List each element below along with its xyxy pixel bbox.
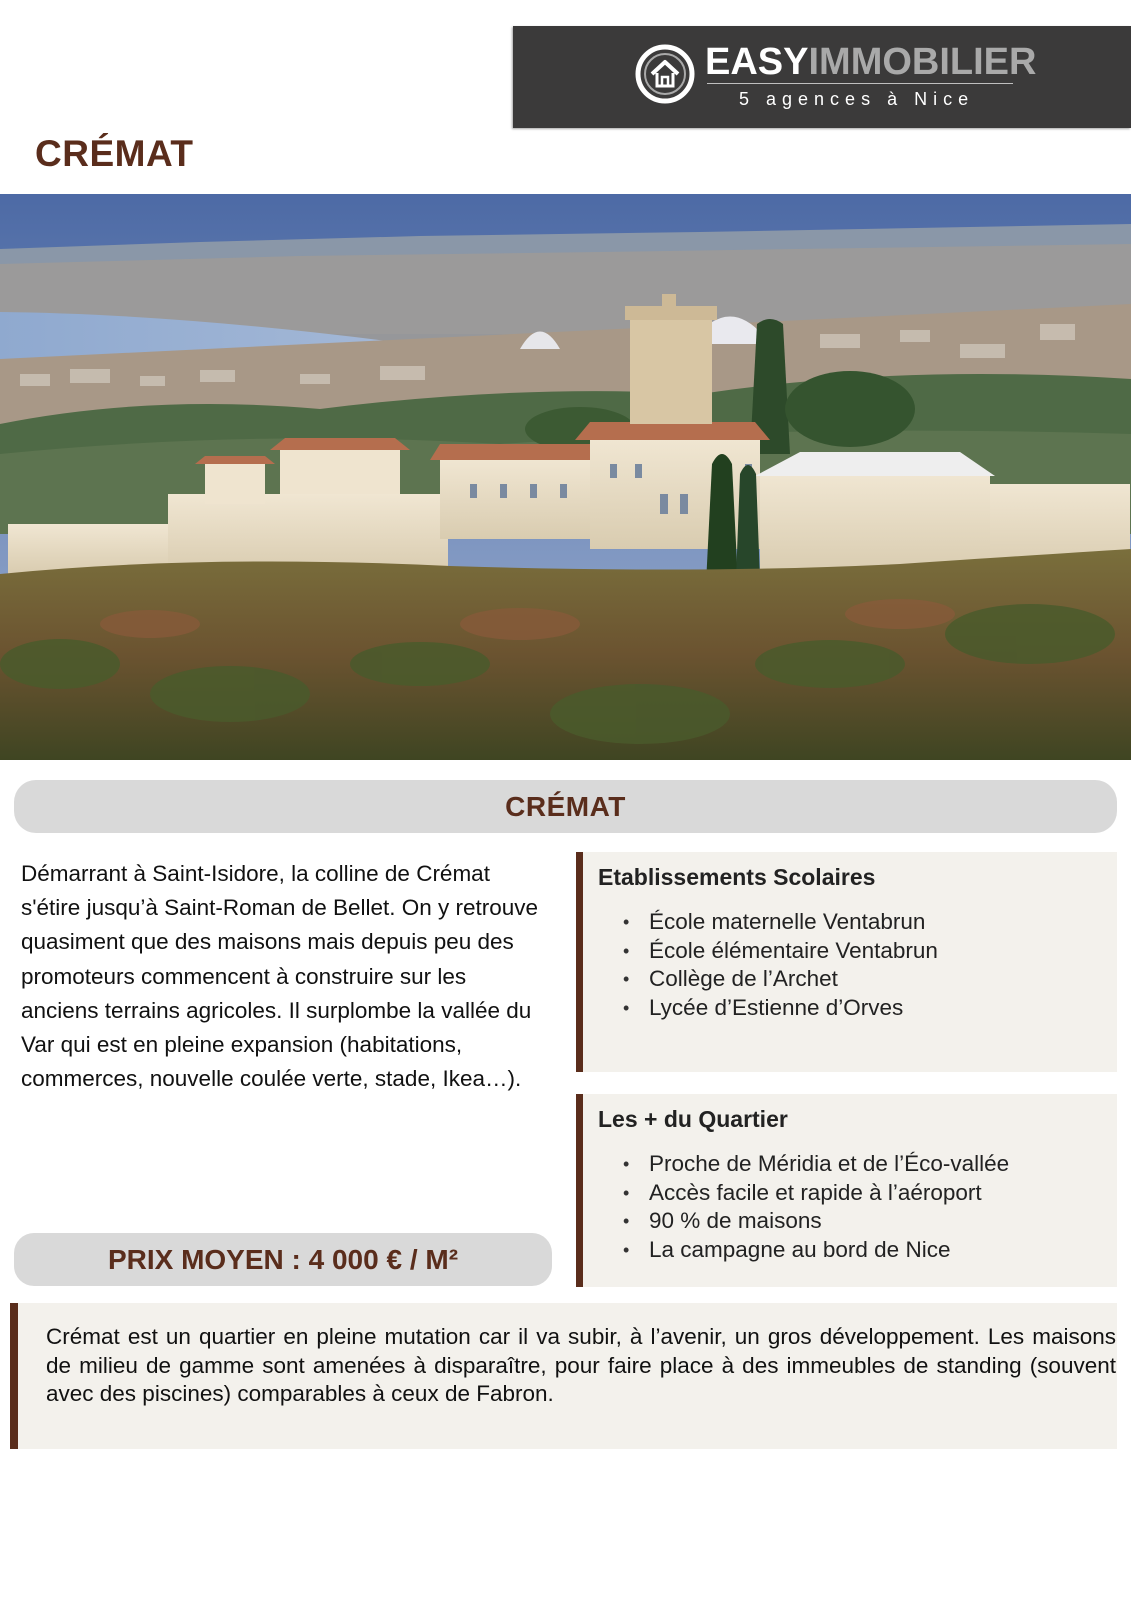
- list-item: • École élémentaire Ventabrun: [623, 937, 938, 966]
- chateau-landscape-illustration: [0, 194, 1131, 760]
- list-item: • La campagne au bord de Nice: [623, 1236, 1009, 1265]
- average-price-badge: PRIX MOYEN : 4 000 € / M²: [14, 1233, 552, 1286]
- brand-header: [513, 26, 1131, 128]
- highlights-title: Les + du Quartier: [598, 1106, 788, 1132]
- summary-note: [10, 1303, 1117, 1449]
- page-title: CRÉMAT: [35, 133, 194, 174]
- list-item: • Collège de l’Archet: [623, 965, 938, 994]
- hero-photo: [0, 194, 1131, 760]
- brand-name-part1: EASY: [705, 41, 809, 83]
- highlights-box: [576, 1094, 1117, 1287]
- brand-tagline: 5 agences à Nice: [739, 89, 975, 109]
- neighborhood-description: Démarrant à Saint-Isidore, la colline de Crémat s'étire jusqu’à Saint-Roman de Bellet. On y retrouve quasiment que des maisons mais depuis peu des promoteurs commencent à construire sur les anciens terrains agricoles. Il surplombe la vallée du Var qui est en pleine expansion (habitations, commerces, nouvelle coulée verte, stade, Ikea…).: [21, 861, 539, 1092]
- brand-name-part2: IMMOBILIER: [808, 41, 1037, 83]
- brand-name: [705, 40, 1036, 84]
- highlights-list: [623, 1150, 1009, 1264]
- list-item: • Accès facile et rapide à l’aéroport: [623, 1179, 1009, 1208]
- list-item: • 90 % de maisons: [623, 1207, 1009, 1236]
- section-title-banner: CRÉMAT: [14, 780, 1117, 833]
- list-item: • Proche de Méridia et de l’Éco-vallée: [623, 1150, 1009, 1179]
- summary-note-text: Crémat est un quartier en pleine mutation car il va subir, à l’avenir, un gros développement. Les maisons de milieu de gamme sont amenées à disparaître, pour faire place à des immeubles de standing (souvent avec des piscines) comparables à ceux de Fabron.: [46, 1324, 1116, 1407]
- schools-title: Etablissements Scolaires: [598, 864, 876, 890]
- house-logo-icon: [635, 44, 695, 104]
- list-item: • Lycée d’Estienne d’Orves: [623, 994, 938, 1023]
- list-item: • École maternelle Ventabrun: [623, 908, 938, 937]
- brand-divider: [707, 83, 1013, 84]
- schools-box: [576, 852, 1117, 1072]
- schools-list: [623, 908, 938, 1022]
